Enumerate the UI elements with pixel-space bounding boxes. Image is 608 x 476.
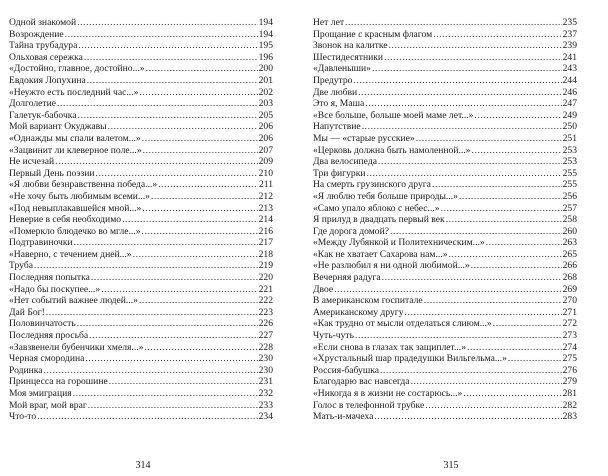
toc-entry: [313, 388, 577, 400]
toc-entry: [9, 156, 273, 168]
page-number-right: 315: [443, 460, 459, 471]
toc-entry-page: 272: [562, 318, 577, 330]
toc-entry-title: Напутствие: [313, 121, 361, 133]
toc-entry-title: Неверие в себя необходимо: [9, 214, 122, 226]
toc-entry-title: «Между Лубянкой и Политехническим...»: [313, 237, 485, 249]
toc-entry: [313, 400, 577, 412]
dot-leader: [87, 75, 258, 87]
toc-entry: [313, 203, 577, 215]
toc-entry-title: Три фигурки: [313, 167, 366, 179]
toc-entry-title: «Никогда я в жизни не состарюсь...»: [313, 388, 463, 399]
toc-entry: [313, 284, 577, 296]
toc-entry-page: 244: [562, 74, 577, 86]
toc-entry: [313, 40, 577, 52]
toc-entry-page: 202: [258, 86, 273, 98]
toc-entry-title: «Наверно, с течением дней...»: [9, 248, 132, 260]
toc-entry-page: 239: [562, 40, 577, 52]
toc-entry-page: 258: [562, 214, 577, 226]
toc-entry-title: «Зацвинит ли клеверное поле...»: [9, 144, 142, 156]
toc-entry-page: 282: [562, 399, 577, 411]
dot-leader: [77, 17, 257, 29]
toc-entry-title: Чуть-чуть: [313, 330, 354, 342]
toc-entry-title: «Не хочу быть любимым всеми...»: [9, 190, 150, 202]
toc-entry-title: Тайна трубадура: [9, 40, 78, 52]
toc-entry-page: 217: [258, 237, 273, 249]
dot-leader: [374, 411, 561, 423]
dot-leader: [424, 295, 562, 307]
dot-leader: [449, 249, 562, 261]
toc-entry-title: Американскому другу: [313, 306, 404, 318]
toc-entry-title: Первый День поэзии: [9, 167, 95, 179]
toc-entry: [313, 75, 577, 87]
toc-entry-page: 234: [258, 411, 273, 423]
toc-entry-page: 241: [562, 51, 577, 63]
toc-entry-page: 265: [562, 248, 577, 260]
toc-entry-page: 212: [258, 190, 273, 202]
toc-entry: [313, 307, 577, 319]
dot-leader: [78, 40, 257, 52]
toc-entry: [313, 156, 577, 168]
toc-entry-title: «Давленыши»: [313, 63, 371, 75]
toc-entry-page: 246: [562, 86, 577, 98]
toc-entry-title: Благодарю вас навсегда: [313, 376, 410, 388]
toc-entry-page: 233: [258, 399, 273, 411]
dot-leader: [46, 307, 258, 319]
toc-entry-title: Моя эмиграция: [9, 388, 72, 399]
toc-entry-title: На смерть грузинского друга: [313, 179, 431, 191]
toc-entry: [313, 272, 577, 284]
dot-leader: [459, 191, 562, 203]
toc-entry-title: Предутро: [313, 74, 353, 86]
toc-entry-page: 195: [258, 40, 273, 52]
toc-entry: [9, 52, 273, 64]
dot-leader: [78, 110, 258, 122]
toc-entry-title: «Как не хватает Сахарова нам...»: [313, 248, 448, 260]
dot-leader: [85, 353, 257, 365]
toc-entry-title: «Достойно, главное, достойно...»: [9, 63, 145, 75]
dot-leader: [493, 318, 562, 330]
toc-entry: [9, 272, 273, 284]
toc-entry-page: 273: [562, 330, 577, 342]
dot-leader: [122, 214, 258, 226]
toc-entry: [9, 63, 273, 75]
toc-entry-title: «Все больше, больше моей маме лет...»: [313, 109, 474, 121]
toc-entry: [9, 260, 273, 272]
toc-entry-title: Одной знакомой: [9, 17, 77, 28]
toc-entry-page: 213: [258, 202, 273, 214]
toc-entry-title: Это я, Маша: [313, 98, 365, 110]
toc-entry-page: 211: [258, 179, 273, 191]
toc-entry-title: «Померкло блюдечко во мгле...»: [9, 225, 141, 237]
toc-entry: [9, 307, 273, 319]
toc-entry: [313, 365, 577, 377]
dot-leader: [471, 260, 562, 272]
toc-entry-page: 275: [562, 353, 577, 365]
toc-entry-page: 243: [562, 63, 577, 75]
toc-entry-title: «Хрустальный шар прадедушки Вильгельма...»: [313, 353, 507, 365]
toc-entry-page: 237: [562, 28, 577, 40]
toc-entry-page: 230: [258, 364, 273, 376]
toc-entry: [9, 400, 273, 412]
toc-entry-page: 209: [258, 156, 273, 168]
toc-page-left: [9, 17, 273, 423]
dot-leader: [55, 156, 257, 168]
toc-entry-page: 200: [258, 63, 273, 75]
toc-entry-title: Мать-и-мачеха: [313, 411, 374, 423]
toc-entry-title: «Церковь должна быть намоленной...»: [313, 144, 471, 156]
toc-entry-page: 255: [562, 167, 577, 179]
toc-entry-title: «Надо бы поскупее...»: [9, 283, 101, 295]
toc-entry-page: 206: [258, 132, 273, 144]
dot-leader: [367, 168, 562, 180]
toc-entry-title: «Нет событий важнее людей...»: [9, 295, 138, 307]
toc-entry-title: Долголетие: [9, 98, 56, 110]
toc-entry-title: Труба: [9, 260, 33, 272]
toc-entry-page: 222: [258, 295, 273, 307]
dot-leader: [96, 168, 258, 180]
dot-leader: [353, 75, 561, 87]
toc-entry-page: 269: [562, 283, 577, 295]
page-number-left: 314: [135, 460, 151, 471]
dot-leader: [382, 272, 562, 284]
toc-entry: [313, 330, 577, 342]
dot-leader: [372, 63, 562, 75]
toc-entry-title: В американском госпитале: [313, 295, 423, 307]
dot-leader: [378, 156, 562, 168]
dot-leader: [463, 388, 561, 400]
toc-entry-title: «Если снова в глазах так защиплет...»: [313, 341, 466, 353]
toc-entry-title: Евдокия Лопухина: [9, 74, 86, 86]
dot-leader: [109, 376, 258, 388]
toc-entry: [313, 168, 577, 180]
toc-entry-page: 203: [258, 98, 273, 110]
toc-entry: [9, 191, 273, 203]
dot-leader: [345, 17, 562, 29]
toc-entry-title: Последняя просьба: [9, 330, 89, 342]
dot-leader: [142, 203, 257, 215]
toc-entry-page: 201: [258, 74, 273, 86]
toc-entry-page: 255: [562, 179, 577, 191]
toc-entry-page: 231: [258, 376, 273, 388]
toc-entry-title: Дай Бог!: [9, 306, 45, 318]
toc-entry-page: 250: [562, 121, 577, 133]
toc-entry: [313, 98, 577, 110]
toc-entry-title: Россия-бабушка: [313, 364, 380, 376]
toc-entry: [313, 295, 577, 307]
toc-entry: [9, 388, 273, 400]
toc-entry-page: 207: [258, 144, 273, 156]
dot-leader: [91, 272, 258, 284]
toc-entry-page: 247: [562, 98, 577, 110]
dot-leader: [142, 226, 258, 238]
toc-entry-page: 219: [258, 260, 273, 272]
dot-leader: [139, 295, 258, 307]
toc-entry: [313, 87, 577, 99]
dot-leader: [158, 179, 258, 191]
toc-entry: [313, 63, 577, 75]
toc-entry: [313, 376, 577, 388]
toc-entry-page: 194: [258, 17, 273, 28]
toc-entry-title: Ольховая сережка: [9, 51, 83, 63]
toc-entry-page: 274: [562, 341, 577, 353]
toc-entry-title: Двое: [313, 283, 334, 295]
dot-leader: [84, 52, 258, 64]
dot-leader: [101, 284, 257, 296]
dot-leader: [432, 179, 562, 191]
toc-entry-page: 281: [562, 388, 577, 399]
dot-leader: [425, 400, 561, 412]
dot-leader: [34, 260, 258, 272]
toc-entry-page: 226: [258, 318, 273, 330]
toc-entry-title: Что-то: [9, 411, 37, 423]
toc-entry-page: 230: [258, 353, 273, 365]
dot-leader: [508, 353, 562, 365]
toc-entry: [313, 237, 577, 249]
toc-entry: [9, 411, 273, 423]
toc-entry-title: Звонок на калитке: [313, 40, 388, 52]
toc-entry-page: 194: [258, 28, 273, 40]
toc-entry-page: 196: [258, 51, 273, 63]
toc-entry-title: Родинка: [9, 364, 43, 376]
toc-entry: [9, 145, 273, 157]
toc-entry-page: 227: [258, 330, 273, 342]
toc-entry: [9, 168, 273, 180]
toc-entry-page: 249: [562, 109, 577, 121]
toc-entry-title: «Однажды мы спали валетом...»: [9, 132, 141, 144]
toc-entry: [9, 203, 273, 215]
toc-entry: [313, 411, 577, 423]
toc-entry: [9, 249, 273, 261]
dot-leader: [108, 121, 258, 133]
dot-leader: [405, 307, 562, 319]
toc-entry: [9, 376, 273, 388]
toc-entry: [313, 110, 577, 122]
toc-entry: [313, 133, 577, 145]
toc-entry: [9, 318, 273, 330]
dot-leader: [65, 29, 258, 41]
toc-entry-page: 271: [562, 306, 577, 318]
toc-entry: [313, 214, 577, 226]
dot-leader: [74, 237, 258, 249]
dot-leader: [389, 40, 562, 52]
toc-entry-title: Половинчатость: [9, 318, 76, 330]
toc-entry-title: Два велосипеда: [313, 156, 377, 168]
dot-leader: [441, 203, 562, 215]
dot-leader: [362, 121, 562, 133]
dot-leader: [142, 133, 258, 145]
toc-entry: [9, 295, 273, 307]
dot-leader: [433, 29, 561, 41]
toc-entry-title: «Как трудно от мысли отделаться слиюм...»: [313, 318, 492, 330]
toc-entry-title: Шестидесятники: [313, 51, 384, 63]
toc-entry-page: 206: [258, 121, 273, 133]
dot-leader: [355, 330, 562, 342]
dot-leader: [89, 330, 257, 342]
toc-entry-title: Прощание с красным флагом: [313, 28, 433, 40]
toc-entry-title: Принцесса на горошине: [9, 376, 108, 388]
toc-entry-title: «Само упало яблоко с небес...»: [313, 202, 440, 214]
toc-entry: [313, 52, 577, 64]
toc-entry: [313, 191, 577, 203]
dot-leader: [384, 52, 562, 64]
toc-entry-title: Мы — «старые русские»: [313, 132, 415, 144]
toc-entry-title: Вечерняя радуга: [313, 272, 381, 284]
toc-entry-title: Галетук-бабочка: [9, 109, 77, 121]
toc-entry: [9, 226, 273, 238]
toc-entry-page: 223: [258, 306, 273, 318]
toc-entry-title: «Не разлюбил я ни одной любимой...»: [313, 260, 470, 272]
dot-leader: [44, 365, 258, 377]
dot-leader: [57, 98, 258, 110]
toc-entry-page: 228: [258, 341, 273, 353]
dot-leader: [358, 87, 561, 99]
toc-entry-title: Голос в телефонной трубке: [313, 399, 425, 411]
toc-entry: [9, 121, 273, 133]
toc-entry-title: Нет лет: [313, 17, 345, 28]
toc-entry-title: «Под невыплакавшейся мной...»: [9, 202, 142, 214]
toc-entry: [313, 226, 577, 238]
toc-entry-title: Подтравиночки: [9, 237, 73, 249]
toc-entry: [313, 318, 577, 330]
toc-entry-title: Я прилуд в двадцать первый век: [313, 214, 445, 226]
toc-entry: [313, 121, 577, 133]
toc-entry: [313, 342, 577, 354]
toc-entry-title: «Я любви безнравственна победа...»: [9, 179, 158, 191]
dot-leader: [390, 226, 562, 238]
dot-leader: [474, 110, 561, 122]
toc-entry: [9, 75, 273, 87]
toc-entry-page: 251: [562, 132, 577, 144]
toc-entry-page: 218: [258, 248, 273, 260]
toc-entry-page: 253: [562, 144, 577, 156]
toc-entry-title: Где дорога домой?: [313, 225, 389, 237]
dot-leader: [146, 63, 258, 75]
toc-entry-page: 266: [562, 260, 577, 272]
toc-entry-title: Не исчезай: [9, 156, 55, 168]
dot-leader: [77, 318, 258, 330]
toc-entry-page: 270: [562, 295, 577, 307]
toc-entry: [9, 179, 273, 191]
toc-entry-page: 205: [258, 109, 273, 121]
dot-leader: [73, 388, 258, 400]
dot-leader: [416, 133, 562, 145]
toc-entry-title: «Завзвенели бубенчики хмеля...»: [9, 341, 144, 353]
dot-leader: [486, 237, 562, 249]
toc-page-right: [313, 17, 577, 423]
toc-entry: [9, 40, 273, 52]
toc-entry: [313, 29, 577, 41]
toc-entry-title: Последняя попытка: [9, 272, 90, 284]
dot-leader: [88, 400, 258, 412]
toc-entry-page: 253: [562, 156, 577, 168]
toc-entry: [9, 342, 273, 354]
toc-entry-page: 220: [258, 272, 273, 284]
dot-leader: [467, 342, 562, 354]
toc-entry-page: 257: [562, 202, 577, 214]
toc-entry-page: 221: [258, 283, 273, 295]
dot-leader: [133, 249, 258, 261]
toc-entry: [9, 365, 273, 377]
toc-entry-page: 260: [562, 225, 577, 237]
toc-entry: [9, 353, 273, 365]
dot-leader: [471, 145, 561, 157]
toc-entry: [313, 260, 577, 272]
dot-leader: [139, 87, 257, 99]
dot-leader: [411, 376, 562, 388]
toc-entry-page: 276: [562, 364, 577, 376]
toc-entry-page: 210: [258, 167, 273, 179]
toc-entry: [313, 17, 577, 29]
dot-leader: [151, 191, 258, 203]
toc-entry-title: «Я люблю тебя больше природы...»: [313, 190, 458, 202]
dot-leader: [334, 284, 561, 296]
toc-entry-title: «Неужто есть последний час...»: [9, 86, 139, 98]
toc-entry-page: 232: [258, 388, 273, 399]
dot-leader: [365, 98, 561, 110]
toc-entry-page: 235: [562, 17, 577, 28]
toc-entry-title: Возрождение: [9, 28, 64, 40]
toc-entry-title: Черная смородина: [9, 353, 85, 365]
toc-entry: [313, 145, 577, 157]
toc-entry: [9, 237, 273, 249]
dot-leader: [144, 342, 257, 354]
toc-entry-page: 268: [562, 272, 577, 284]
dot-leader: [380, 365, 562, 377]
dot-leader: [37, 411, 257, 423]
toc-entry-title: Мой вариант Окуджавы: [9, 121, 107, 133]
toc-entry-page: 216: [258, 225, 273, 237]
toc-entry-page: 214: [258, 214, 273, 226]
toc-entry: [9, 87, 273, 99]
toc-entry-title: Две любви: [313, 86, 358, 98]
toc-entry-page: 263: [562, 237, 577, 249]
toc-entry: [9, 214, 273, 226]
toc-entry: [313, 179, 577, 191]
toc-entry: [9, 29, 273, 41]
toc-entry-page: 256: [562, 190, 577, 202]
toc-entry-page: 283: [562, 411, 577, 423]
toc-entry: [9, 110, 273, 122]
toc-entry: [9, 284, 273, 296]
toc-entry: [9, 98, 273, 110]
toc-entry-page: 279: [562, 376, 577, 388]
toc-entry: [313, 353, 577, 365]
dot-leader: [446, 214, 562, 226]
toc-entry: [9, 133, 273, 145]
dot-leader: [143, 145, 258, 157]
toc-entry: [9, 17, 273, 29]
toc-entry: [313, 249, 577, 261]
toc-entry-title: Мой враг, мой враг: [9, 399, 87, 411]
toc-entry: [9, 330, 273, 342]
